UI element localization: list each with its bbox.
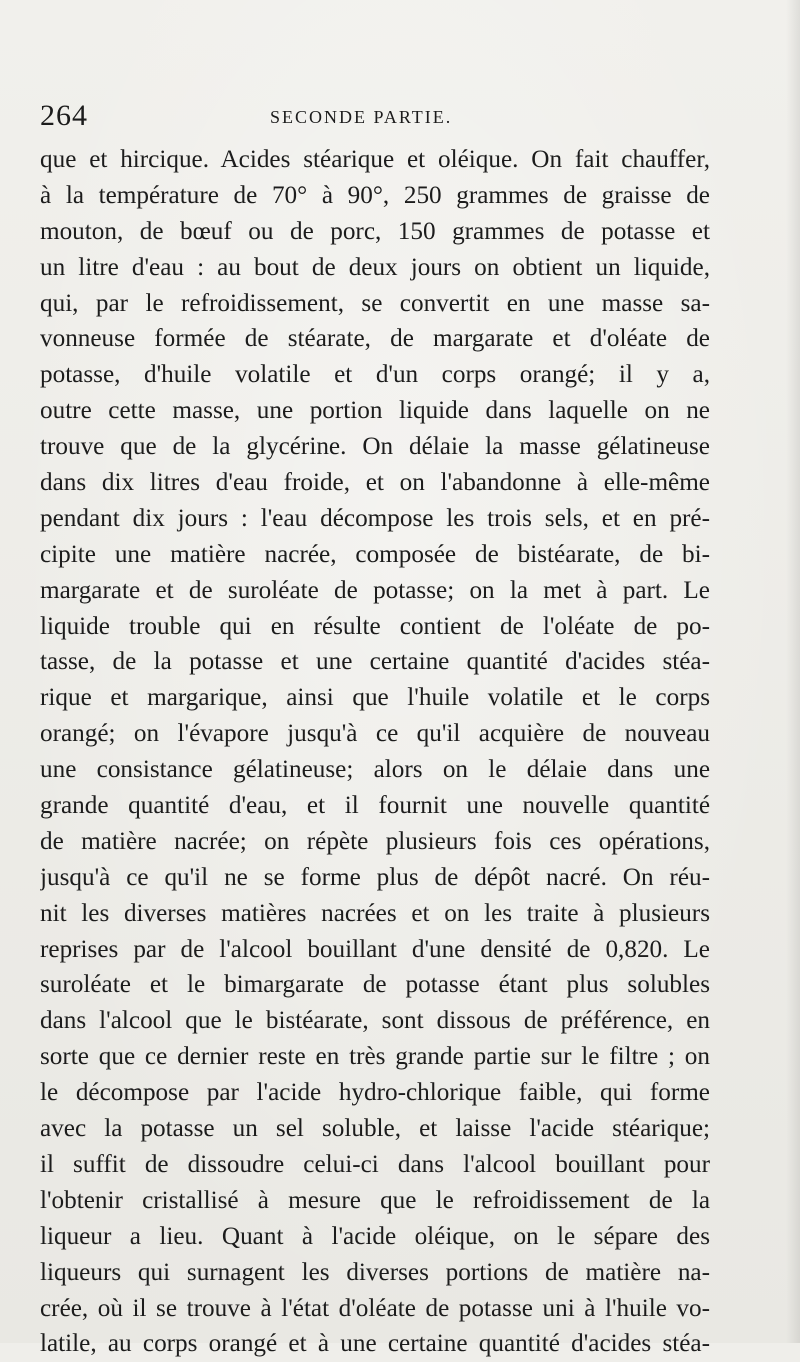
text-line: liqueurs qui surnagent les diverses portions de matière na- [40, 1258, 710, 1286]
text-line: reprises par de l'alcool bouillant d'une densité de 0,820. Le [40, 935, 710, 963]
body-text [40, 142, 710, 1362]
text-line: de matière nacrée; on répète plusieurs fois ces opérations, [40, 827, 710, 855]
text-line: avec la potasse un sel soluble, et laisse l'acide stéarique; [40, 1115, 710, 1143]
text-line: orangé; on l'évapore jusqu'à ce qu'il acquière de nouveau [40, 720, 710, 748]
text-line: nit les diverses matières nacrées et on les traite à plusieurs [40, 899, 710, 927]
text-line: que et hircique. Acides stéarique et oléique. On fait chauffer, [40, 146, 710, 173]
text-line: trouve que de la glycérine. On délaie la masse gélatineuse [40, 433, 710, 461]
text-line: vonneuse formée de stéarate, de margarate et d'oléate de [40, 325, 710, 353]
text-line: suroléate et le bimargarate de potasse étant plus solubles [40, 971, 710, 999]
text-line: outre cette masse, une portion liquide dans laquelle on ne [40, 397, 710, 425]
text-line: un litre d'eau : au bout de deux jours on obtient un liquide, [40, 253, 710, 281]
text-line: latile, au corps orangé et à une certaine quantité d'acides stéa- [40, 1330, 710, 1358]
text-line: il suffit de dissoudre celui-ci dans l'alcool bouillant pour [40, 1150, 710, 1178]
text-line: l'obtenir cristallisé à mesure que le refroidissement de la [40, 1186, 710, 1214]
text-line: à la température de 70° à 90°, 250 grammes de graisse de [40, 181, 710, 209]
running-head: SECONDE PARTIE. [270, 107, 453, 127]
page-edge-shadow [786, 0, 800, 1343]
text-line: crée, où il se trouve à l'état d'oléate de potasse uni à l'huile vo- [40, 1294, 710, 1322]
text-line: une consistance gélatineuse; alors on le délaie dans une [40, 756, 710, 784]
text-line: potasse, d'huile volatile et d'un corps orangé; il y a, [40, 361, 710, 389]
text-line: liqueur a lieu. Quant à l'acide oléique, on le sépare des [40, 1222, 710, 1250]
text-line: dans dix litres d'eau froide, et on l'abandonne à elle-même [40, 469, 710, 497]
text-line: dans l'alcool que le bistéarate, sont dissous de préférence, en [40, 1007, 710, 1035]
text-line: qui, par le refroidissement, se convertit en une masse sa- [40, 289, 710, 317]
page-number: 264 [40, 99, 88, 132]
text-line: le décompose par l'acide hydro-chlorique faible, qui forme [40, 1079, 710, 1107]
text-line: jusqu'à ce qu'il ne se forme plus de dépôt nacré. On réu- [40, 863, 710, 891]
text-line: cipite une matière nacrée, composée de bistéarate, de bi- [40, 540, 710, 568]
text-line: rique et margarique, ainsi que l'huile volatile et le corps [40, 684, 710, 712]
text-line: grande quantité d'eau, et il fournit une nouvelle quantité [40, 792, 710, 820]
text-line: tasse, de la potasse et une certaine quantité d'acides stéa- [40, 648, 710, 676]
page-header [40, 96, 740, 136]
text-line: mouton, de bœuf ou de porc, 150 grammes de potasse et [40, 217, 710, 245]
text-line: margarate et de suroléate de potasse; on la met à part. Le [40, 576, 710, 604]
text-line: pendant dix jours : l'eau décompose les trois sels, et en pré- [40, 504, 710, 532]
text-line: liquide trouble qui en résulte contient de l'oléate de po- [40, 612, 710, 640]
text-line: sorte que ce dernier reste en très grande partie sur le filtre ; on [40, 1043, 710, 1071]
